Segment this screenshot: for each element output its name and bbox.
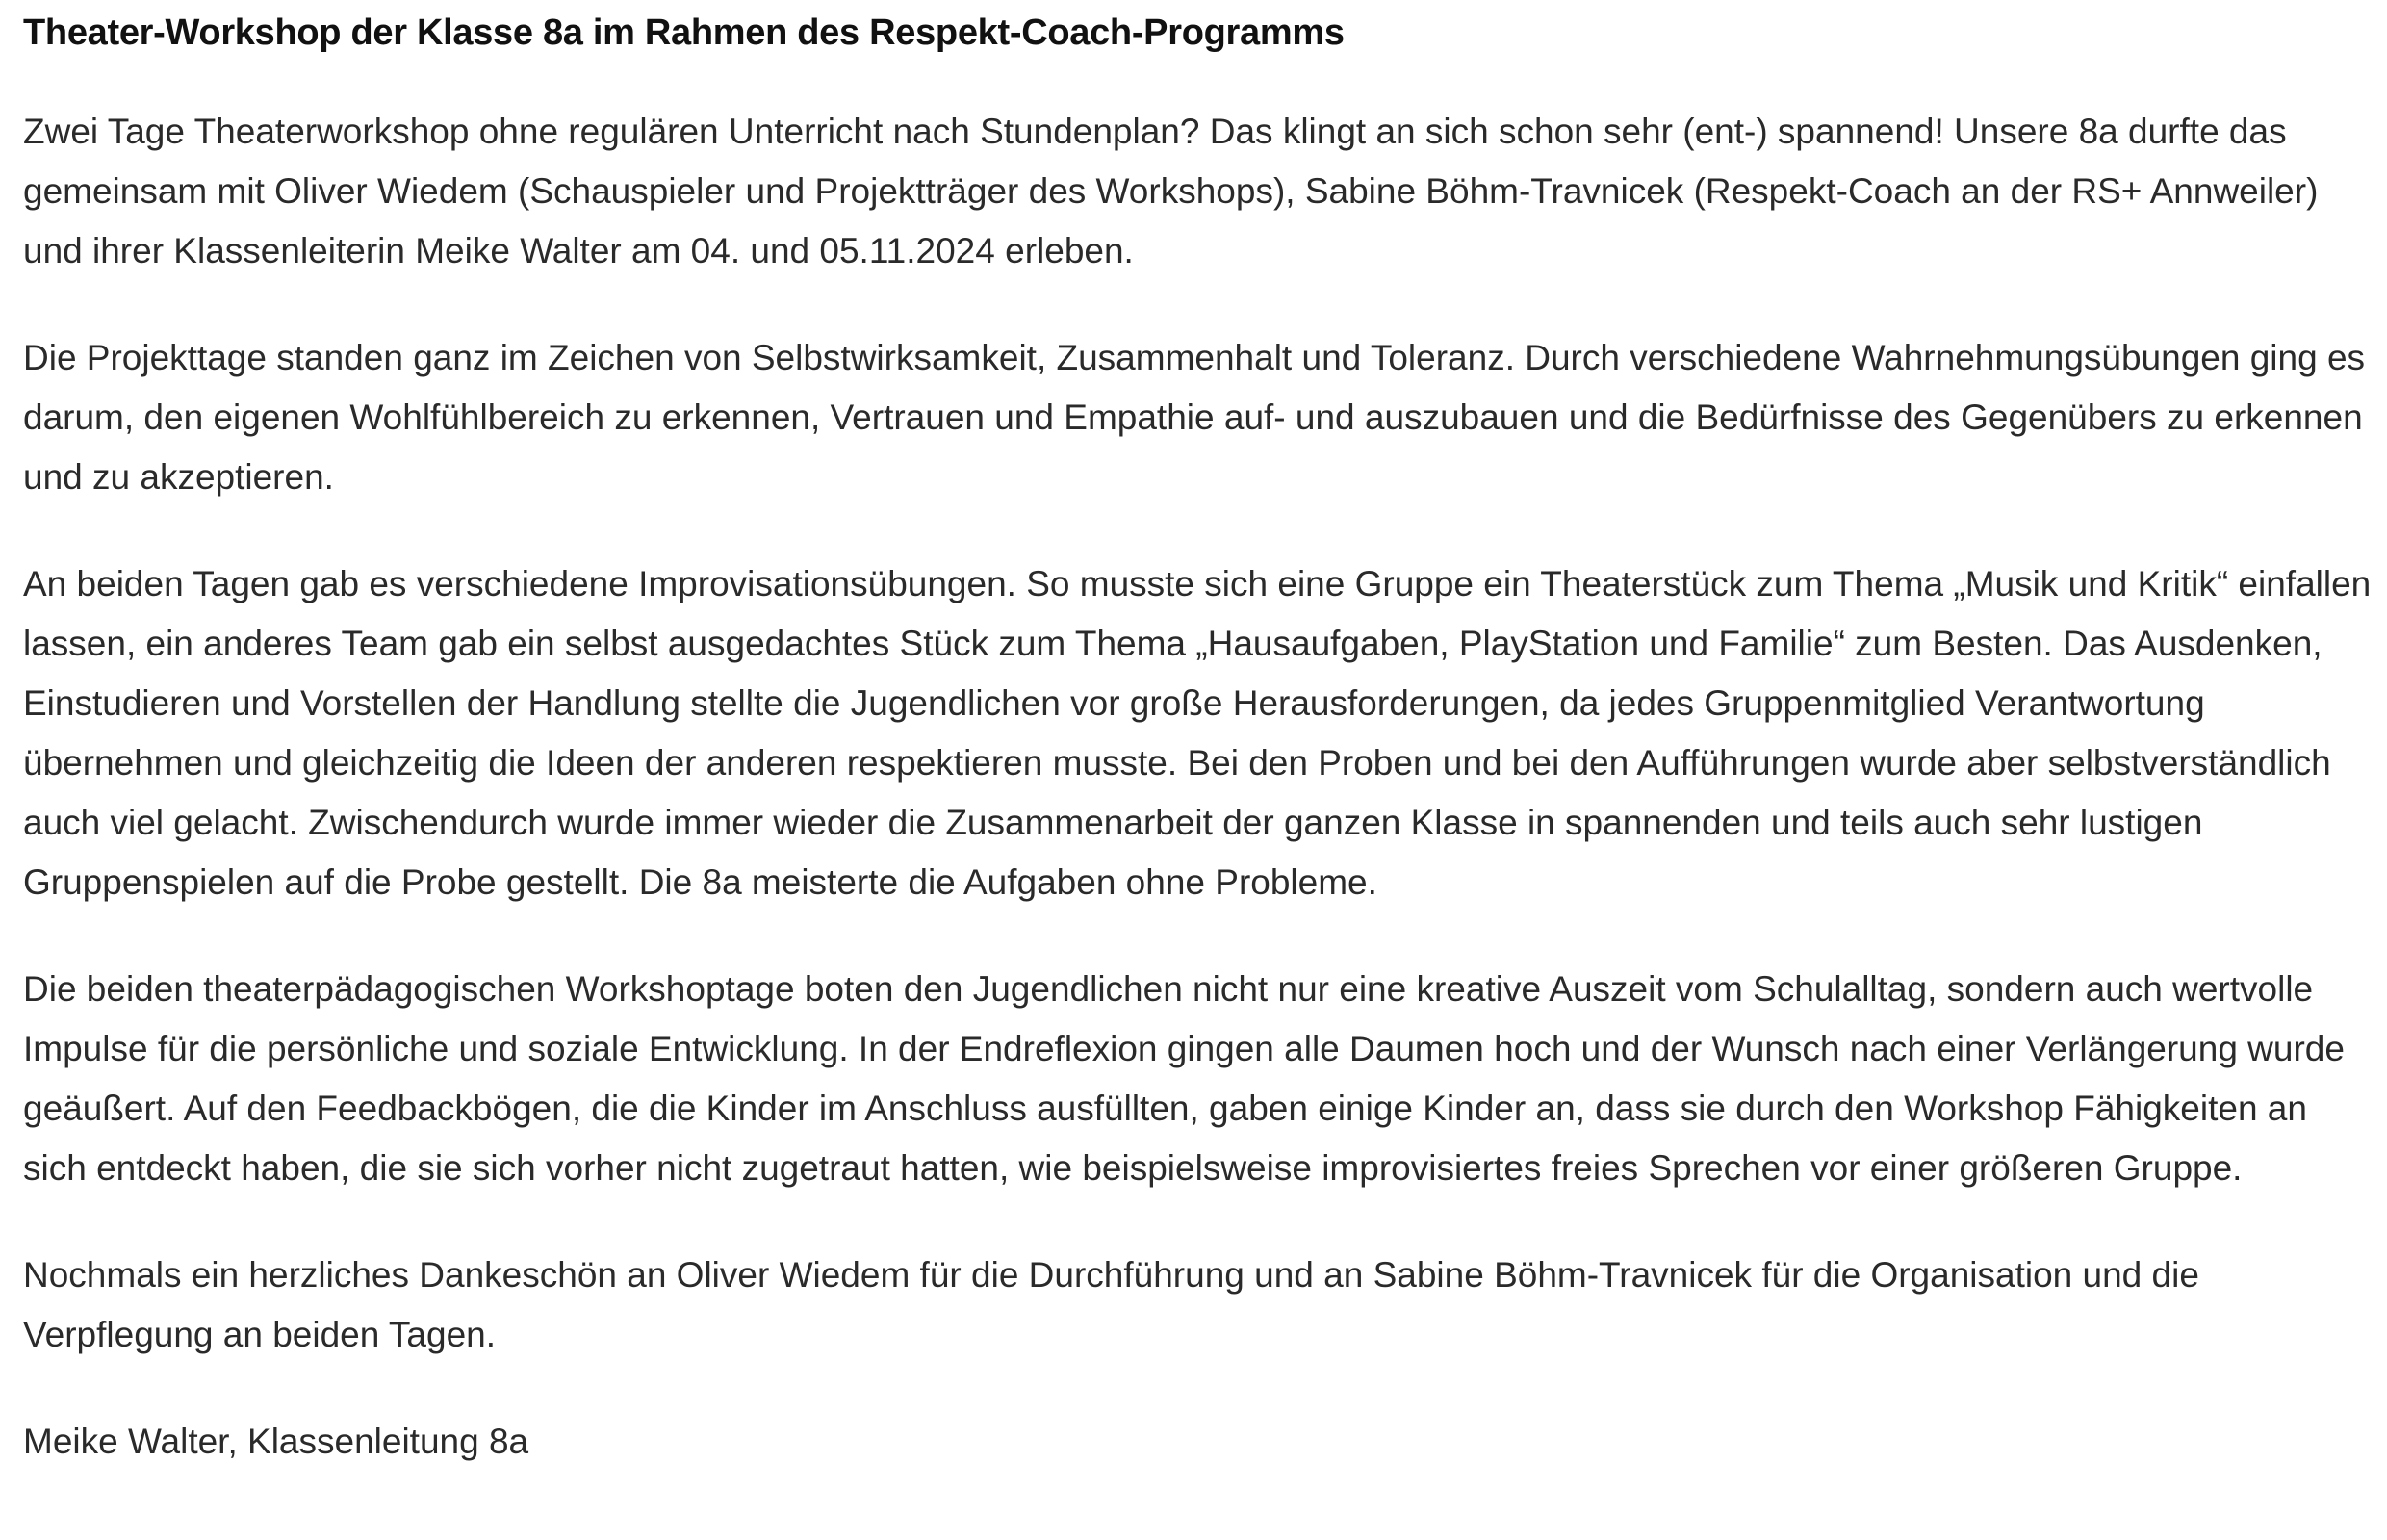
article-title: Theater-Workshop der Klasse 8a im Rahmen des Respekt-Coach-Programms (23, 13, 1345, 53)
paragraph-project-days: Die Projekttage standen ganz im Zeichen von Selbstwirksamkeit, Zusammenhalt und Toleranz. Durch verschiedene Wahrnehmungsübungen ging es darum, den eigenen Wohlfühlbereich zu erkennen, Vertrauen und Empathie auf- und auszubauen und die Bedürfnisse des Gegenübers zu erkennen und zu akzeptieren. (23, 338, 2366, 497)
paragraph-improvisation: An beiden Tagen gab es verschiedene Improvisationsübungen. So musste sich eine Gruppe ein Theaterstück zum Thema „Musik und Kritik“ einfallen lassen, ein anderes Team gab ein selbst ausgedachtes Stück zum Thema „Hausaufgaben, PlayStation und Familie“ zum Besten. Das Ausdenken, Einstudieren und Vorstellen der Handlung stellte die Jugendlichen vor große Herausforderungen, da jedes Gruppenmitglied Verantwortung übernehmen und gleichzeitig die Ideen der anderen respektieren musste. Bei den Proben und bei den Aufführungen wurde aber selbstverständlich auch viel gelacht. Zwischendurch wurde immer wieder die Zusammenarbeit der ganzen Klasse in spannenden und teils auch sehr lustigen Gruppenspielen auf die Probe gestellt. Die 8a meisterte die Aufgaben ohne Probleme. (23, 564, 2372, 902)
signature: Meike Walter, Klassenleitung 8a (23, 1422, 529, 1461)
paragraph-reflection: Die beiden theaterpädagogischen Workshoptage boten den Jugendlichen nicht nur eine kreative Auszeit vom Schulalltag, sondern auch wertvolle Impulse für die persönliche und soziale Entwicklung. In der Endreflexion gingen alle Daumen hoch und der Wunsch nach einer Verlängerung wurde geäußert. Auf den Feedbackbögen, die die Kinder im Anschluss ausfüllten, gaben einige Kinder an, dass sie durch den Workshop Fähigkeiten an sich entdeckt haben, die sie sich vorher nicht zugetraut hatten, wie beispielsweise improvisiertes freies Sprechen vor einer größeren Gruppe. (23, 969, 2345, 1188)
paragraph-thanks: Nochmals ein herzliches Dankeschön an Oliver Wiedem für die Durchführung und an Sabine Böhm-Travnicek für die Organisation und die Verpflegung an beiden Tagen. (23, 1255, 2199, 1354)
article (23, 0, 2372, 1472)
paragraph-intro: Zwei Tage Theaterworkshop ohne regulären Unterricht nach Stundenplan? Das klingt an sich schon sehr (ent-) spannend! Unsere 8a durfte das gemeinsam mit Oliver Wiedem (Schauspieler und Projektträger des Workshops), Sabine Böhm-Travnicek (Respekt-Coach an der RS+ Annweiler) und ihrer Klassenleiterin Meike Walter am 04. und 05.11.2024 erleben. (23, 112, 2319, 270)
